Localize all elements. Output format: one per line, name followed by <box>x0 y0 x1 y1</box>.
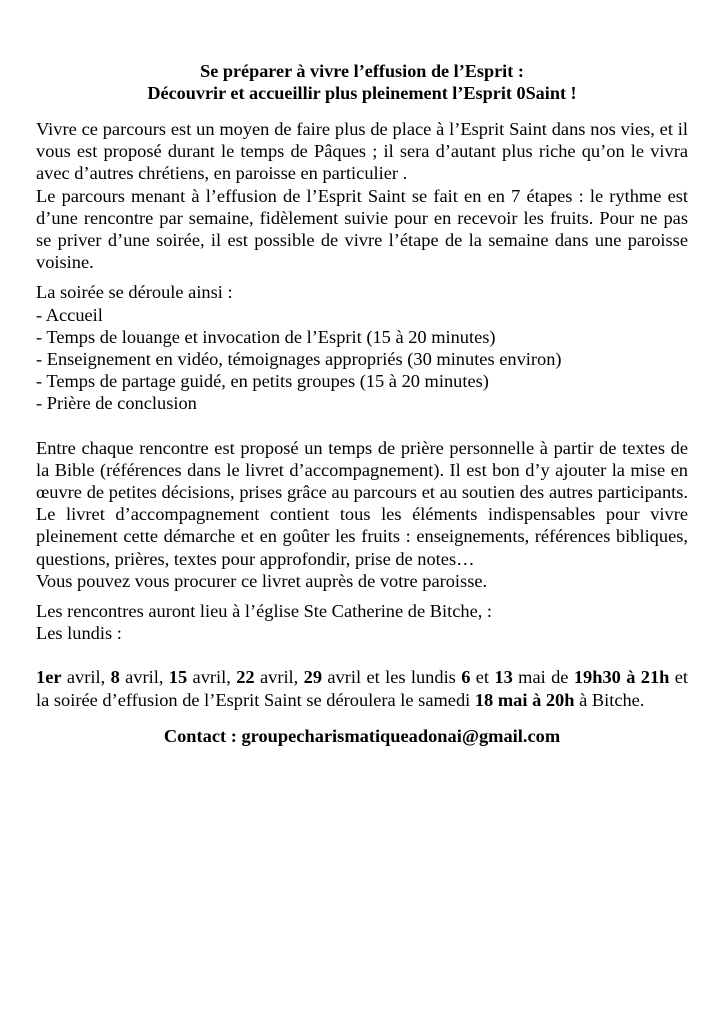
evening-steps-list <box>36 304 688 415</box>
prayer-paragraph: Entre chaque rencontre est proposé un temps de prière personnelle à partir de textes de la Bible (références dans le livret d’accompagnement). Il est bon d’y ajouter la mise en œuvre de petites décisions, prises grâce au parcours et au soutien des autres participants. Le livret d’accompagnement contient tous les éléments indispensables pour vivre pleinement cette démarche et en goûter les fruits : enseignements, références bibliques, questions, prières, textes pour approfondir, prise de notes… <box>36 437 688 569</box>
title-line-1: Se préparer à vivre l’effusion de l’Esprit : <box>200 61 524 81</box>
time-range: 19h30 à 21h <box>573 667 670 688</box>
list-item: - Enseignement en vidéo, témoignages appropriés (30 minutes environ) <box>36 349 562 370</box>
document-title <box>36 60 688 104</box>
date-7: 13 <box>494 667 513 688</box>
list-item: - Temps de louange et invocation de l’Esprit (15 à 20 minutes) <box>36 326 496 347</box>
evening-heading: La soirée se déroule ainsi : <box>36 282 233 303</box>
booklet-paragraph: Vous pouvez vous procurer ce livret auprès de votre paroisse. <box>36 570 488 591</box>
list-item: - Accueil <box>36 304 103 325</box>
mondays-line: Les lundis : <box>36 623 122 644</box>
document-page <box>36 60 688 747</box>
date-5: 29 <box>303 667 323 688</box>
contact-line: Contact : groupecharismatiqueadonai@gmail.com <box>163 725 561 746</box>
location-line: Les rencontres auront lieu à l’église Ste Catherine de Bitche, : <box>36 601 493 622</box>
date-6: 6 <box>461 667 471 688</box>
date-4: 22 <box>236 667 255 688</box>
final-date: 18 mai à 20h <box>474 689 575 710</box>
date-2: 8 <box>110 667 120 688</box>
title-line-2: Découvrir et accueillir plus pleinement l’Esprit 0Saint ! <box>147 83 577 103</box>
date-3: 15 <box>168 667 188 688</box>
journey-paragraph: Le parcours menant à l’effusion de l’Esprit Saint se fait en en 7 étapes : le rythme est d’une rencontre par semaine, fidèlement suivie pour en recevoir les fruits. Pour ne pas se priver d’une soirée, il est possible de vivre l’étape de la semaine dans une paroisse voisine. <box>36 185 688 273</box>
list-item: - Prière de conclusion <box>36 393 197 414</box>
schedule-paragraph: 1er avril, 8 avril, 15 avril, 22 avril, 29 avril et les lundis 6 et 13 mai de 19h30 à 21h et la soirée d’effusion de l’Esprit Saint se déroulera le samedi 18 mai à 20h à Bitche. <box>36 667 689 710</box>
date-1: 1er <box>36 667 62 688</box>
intro-paragraph: Vivre ce parcours est un moyen de faire plus de place à l’Esprit Saint dans nos vies, et il vous est proposé durant le temps de Pâques ; il sera d’autant plus riche qu’on le vivra avec d’autres chrétiens, en paroisse en particulier . <box>36 119 688 184</box>
list-item: - Temps de partage guidé, en petits groupes (15 à 20 minutes) <box>36 371 489 392</box>
